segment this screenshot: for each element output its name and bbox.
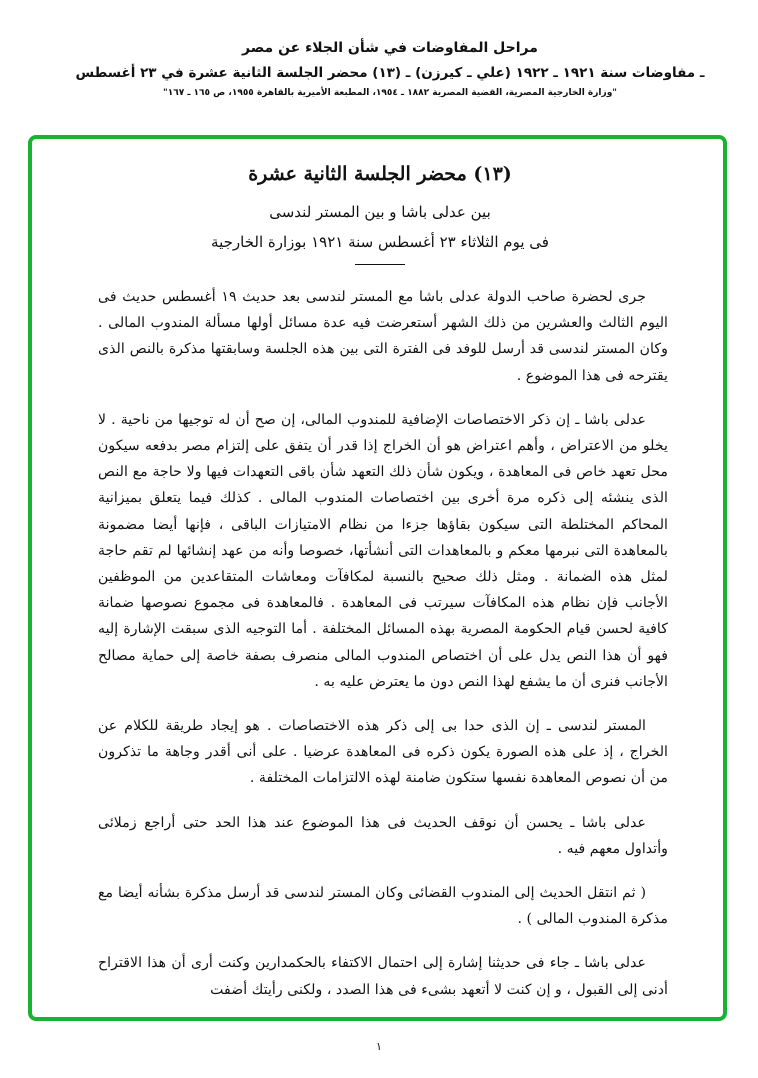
header-title: مراحل المفاوضات في شأن الجلاء عن مصر bbox=[242, 40, 538, 56]
document-heading bbox=[140, 160, 620, 265]
header-source-citation: "وزارة الخارجية المصرية، القضية المصرية ١٨٨٢ ـ ١٩٥٤، المطبعة الأميرية بالقاهرة ١٩٥٥، ص ١٦٥ ـ ١٦٧" bbox=[163, 88, 617, 98]
document-body bbox=[98, 284, 668, 1021]
paragraph-adly-pasha-1: عدلى باشا ـ إن ذكر الاختصاصات الإضافية للمندوب المالى، إن صح أن له توجيها من ناحية . لا يخلو من الاعتراض ، وأهم اعتراض هو أن الخراج إذا قدر أن يتفق على إلتزام مصر بدفعه سيكون محل تعهد خاص فى المعاهدة ، ويكون شأن ذلك التعهد شأن باقى التعهدات فيها ولا حاجة مع النص الذى ينشئه إلى ذكره مرة أخرى بين اختصاصات المندوب المالى . كذلك فيما يتعلق بميزانية المحاكم المختلطة التى سيكون بقاؤها جزءا من نظام الامتيازات الباقى ، فإنها أيضا مضمونة بالمعاهدة التى نبرمها معكم و بالمعاهدات التى أنشأتها، خصوصا وأنه من عهد إنشائها لم تقم حاجة لمثل هذه الضمانة . ومثل ذلك صحيح بالنسبة لمكافآت ومعاشات المتقاعدين من الموظفين الأجانب فإن نظام هذه المكافآت سيرتب فى المعاهدة . فالمعاهدة فى مجموع نصوصها ضمانة كافية لحسن قيام الحكومة المصرية بهذه المسائل المختلفة . أما التوجيه الذى سبقت الإشارة إليه فهو أن هذا النص يدل على أن اختصاص المندوب المالى منصرف بصفة خاصة إلى حماية مصالح الأجانب فنرى أن ما يشفع لهذا النص دون ما يعترض عليه به . bbox=[98, 411, 668, 690]
document-parties: بين عدلى باشا و بين المستر لندسى bbox=[269, 203, 491, 221]
header-subtitle: ـ مفاوضات سنة ١٩٢١ ـ ١٩٢٢ (علي ـ كيرزن) ـ (١٣) محضر الجلسة الثانية عشرة في ٢٣ أغسطس bbox=[75, 65, 705, 81]
page-number: ١ bbox=[376, 1040, 382, 1053]
paragraph-transition-note: ( ثم انتقل الحديث إلى المندوب القضائى وكان المستر لندسى قد أرسل مذكرة بشأنه أيضا مع مذكرة المندوب المالى ) . bbox=[98, 885, 668, 928]
paragraph-adly-pasha-3: عدلى باشا ـ جاء فى حديثنا إشارة إلى احتمال الاكتفاء بالحكمدارين وكنت أرى أن هذا الاقتراح أدنى إلى القبول ، و إن كنت لا أتعهد بشىء فى هذا الصدد ، ولكنى رأيتك أضفت bbox=[98, 955, 668, 998]
page-header bbox=[60, 38, 720, 100]
paragraph-intro: جرى لحضرة صاحب الدولة عدلى باشا مع المستر لندسى بعد حديث ١٩ أغسطس حديث فى اليوم الثالث والعشرين من ذلك الشهر أستعرضت فيه عدة مسائل أولها مسألة المندوب المالى . وكان المستر لندسى قد أرسل للوفد فى الفترة التى بين هذه الجلسة وسابقتها مذكرة بالنص الذى يقترحه فى هذا الموضوع . bbox=[98, 289, 668, 384]
document-date-line: فى يوم الثلاثاء ٢٣ أغسطس سنة ١٩٢١ بوزارة الخارجية bbox=[211, 233, 549, 251]
document-title: (١٣) محضر الجلسة الثانية عشرة bbox=[248, 163, 512, 185]
heading-divider bbox=[355, 264, 405, 265]
paragraph-adly-pasha-2: عدلى باشا ـ يحسن أن نوقف الحديث فى هذا الموضوع عند هذا الحد حتى أراجع زملائى وأتداول معهم فيه . bbox=[98, 814, 668, 857]
paragraph-lindsay-1: المستر لندسى ـ إن الذى حدا بى إلى ذكر هذه الاختصاصات . هو إيجاد طريقة للكلام عن الخراج ، إذ على هذه الصورة يكون ذكره فى المعاهدة عرضيا . على أنى أقدر وجاهة ما تذكرون من أن نصوص المعاهدة نفسها ستكون ضامنة لهذه الالتزامات المختلفة . bbox=[98, 718, 668, 787]
